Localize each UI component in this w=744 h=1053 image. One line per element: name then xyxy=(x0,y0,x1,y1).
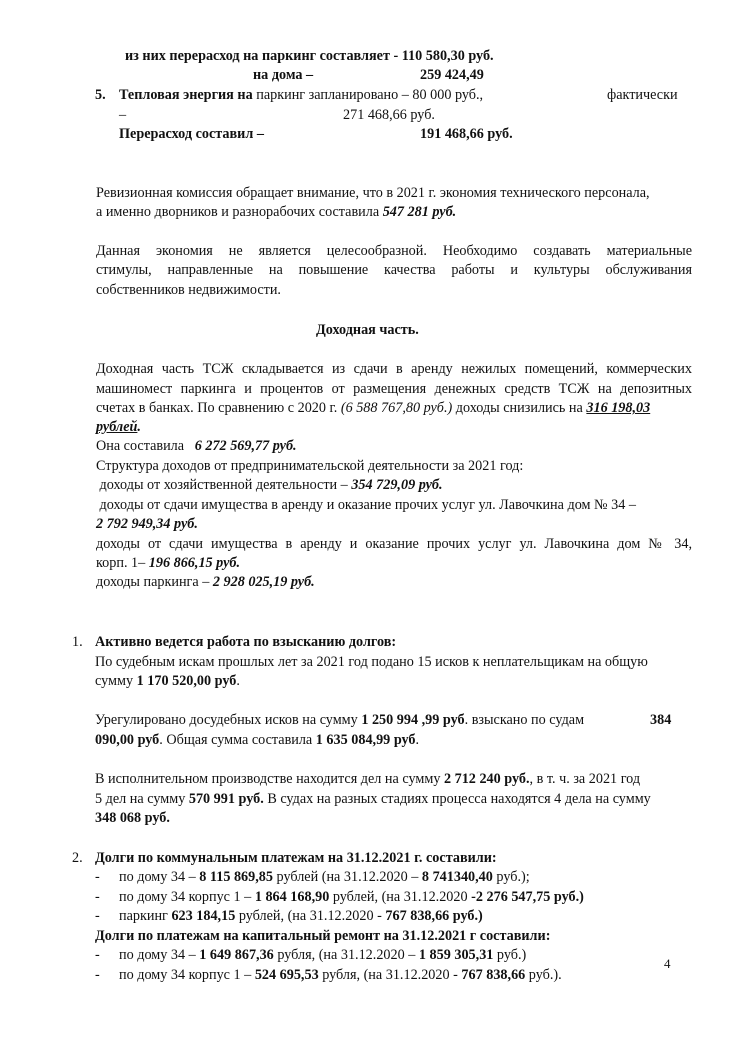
audit-p1-line2: а именно дворников и разнорабочих составила 547 281 руб. xyxy=(96,204,457,220)
income-economic: доходы от хозяйственной деятельности – 354 729,09 руб. xyxy=(96,477,443,493)
utility-debt-house34: по дому 34 – 8 115 869,85 рублей (на 31.12.2020 – 8 741340,40 руб.); xyxy=(119,869,530,885)
debts-s1-heading: Активно ведется работа по взысканию долгов: xyxy=(95,634,397,650)
item5-fact-value: 271 468,66 руб. xyxy=(343,107,435,123)
capital-debt-house34k1: по дому 34 корпус 1 – 524 695,53 рубля, (на 31.12.2020 - 767 838,66 руб.). xyxy=(119,967,562,983)
capital-debt-item: - xyxy=(95,967,100,983)
page-number: 4 xyxy=(664,956,671,971)
debts-s1-p3-line3: 348 068 руб. xyxy=(95,810,170,826)
income-rent34-value: 2 792 949,34 руб. xyxy=(96,516,198,532)
debts-s2-number: 2. xyxy=(72,850,83,866)
capital-repair-heading: Долги по платежам на капитальный ремонт на 31.12.2021 г составили: xyxy=(95,928,551,944)
income-rent34k-line2: корп. 1– 196 866,15 руб. xyxy=(96,555,241,571)
audit-p2-line2: стимулы, направленные на повышение качества работы и культуры обслуживания xyxy=(96,262,692,278)
income-rent34-line1: доходы от сдачи имущества в аренду и оказание прочих услуг ул. Лавочкина дом № 34 – xyxy=(96,497,636,513)
debts-s1-line2: сумму 1 170 520,00 руб. xyxy=(95,673,240,689)
audit-p2-line1: Данная экономия не является целесообразной. Необходимо создавать материальные xyxy=(96,243,692,259)
audit-p2-line3: собственников недвижимости. xyxy=(96,282,281,298)
item5-dash: – xyxy=(119,107,127,123)
income-rent34k-line1: доходы от сдачи имущества в аренду и оказание прочих услуг ул. Лавочкина дом № 34, xyxy=(96,536,692,552)
capital-debt-house34: по дому 34 – 1 649 867,36 рубля, (на 31.12.2020 – 1 859 305,31 руб.) xyxy=(119,947,527,963)
income-heading: Доходная часть. xyxy=(316,322,419,338)
income-parking: доходы паркинга – 2 928 025,19 руб. xyxy=(96,574,315,590)
overrun-label: Перерасход составил – xyxy=(119,126,264,142)
utility-debt-parking: паркинг 623 184,15 рублей, (на 31.12.2020 - 767 838,66 руб.) xyxy=(119,908,483,924)
debts-s2-heading: Долги по коммунальным платежам на 31.12.2021 г. составили: xyxy=(95,850,497,866)
income-line2: машиномест паркинга и процентов от размещения денежных средств ТСЖ на депозитных xyxy=(96,381,692,397)
income-total: Она составила 6 272 569,77 руб. xyxy=(96,438,297,454)
debts-s1-line1: По судебным искам прошлых лет за 2021 год подано 15 исков к неплательщикам на общую xyxy=(95,654,648,670)
item5-text: Тепловая энергия на паркинг запланировано – 80 000 руб., xyxy=(119,87,484,103)
utility-debt-item: - xyxy=(95,869,100,885)
overrun-value: 191 468,66 руб. xyxy=(420,126,513,142)
income-structure: Структура доходов от предпринимательской деятельности за 2021 год: xyxy=(96,458,524,474)
capital-debt-item: - xyxy=(95,947,100,963)
utility-debt-house34k1: по дому 34 корпус 1 – 1 864 168,90 рублей, (на 31.12.2020 -2 276 547,75 руб.) xyxy=(119,889,584,905)
debts-s1-p3-line2: 5 дел на сумму 570 991 руб. В судах на разных стадиях процесса находятся 4 дела на сумму xyxy=(95,791,651,807)
houses-value: 259 424,49 xyxy=(420,67,484,83)
houses-label: на дома – xyxy=(253,67,314,83)
debts-s1-p2-line2: 090,00 руб. Общая сумма составила 1 635 084,99 руб. xyxy=(95,732,420,748)
audit-p1-line1: Ревизионная комиссия обращает внимание, что в 2021 г. экономия технического персонала, xyxy=(96,185,650,201)
debts-s1-p2-line1: Урегулировано досудебных исков на сумму 1 250 994 ,99 руб. взыскано по судам xyxy=(95,712,585,728)
item5-fact-label: фактически xyxy=(607,87,678,103)
income-line1: Доходная часть ТСЖ складывается из сдачи в аренду нежилых помещений, коммерческих xyxy=(96,361,692,377)
debts-s1-number: 1. xyxy=(72,634,83,650)
item5-number: 5. xyxy=(95,87,106,103)
debts-s1-p2-court-value-start: 384 xyxy=(650,712,672,728)
utility-debt-item: - xyxy=(95,889,100,905)
utility-debt-item: - xyxy=(95,908,100,924)
parking-overrun-line: из них перерасход на паркинг составляет - 110 580,30 руб. xyxy=(125,48,494,64)
debts-s1-p3-line1: В исполнительном производстве находится дел на сумму 2 712 240 руб., в т. ч. за 2021 год xyxy=(95,771,641,787)
income-line4: рублей. xyxy=(96,419,141,435)
income-line3: счетах в банках. По сравнению с 2020 г. (6 588 767,80 руб.) доходы снизились на 316 198,03 xyxy=(96,400,651,416)
